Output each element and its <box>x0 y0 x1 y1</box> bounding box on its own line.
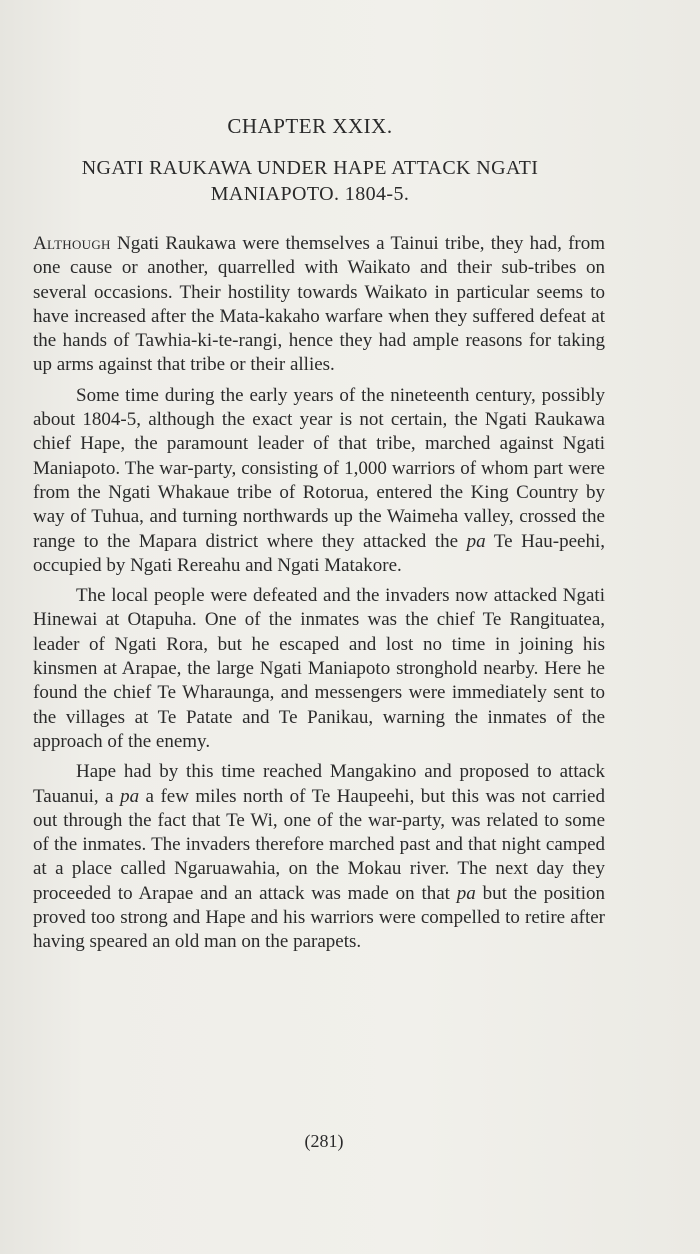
paragraph-2 <box>33 384 605 578</box>
page-number: (281) <box>304 1131 344 1151</box>
paragraph-2-text-a: Some time during the early years of the nineteenth century, possibly about 1804-5, although the exact year is not certain, the Ngati Raukawa chief Hape, the paramount leader of that tribe, marched against Ngati Maniapoto. The war-party, consisting of 1,000 warriors of whom part were from the Ngati Whakaue tribe of Rotorua, entered the King Country by way of Tuhua, and turning northwards up the Waimeha valley, crossed the range to the Mapara district where they attacked the <box>33 384 605 552</box>
italic-pa: pa <box>120 785 140 807</box>
lead-word: Although <box>33 233 111 254</box>
body-text <box>33 232 605 955</box>
paragraph-4-text-c: but the position proved too strong and Hape and his warriors were compelled to retire after having speared an old man on the parapets. <box>33 882 605 953</box>
paragraph-4 <box>33 760 605 954</box>
paragraph-3: The local people were defeated and the invaders now attacked Ngati Hinewai at Otapuha. One of the inmates was the chief Te Rangituatea, leader of Ngati Rora, but he escaped and lost no time in joining his kinsmen at Arapae, the large Ngati Maniapoto stronghold nearby. Here he found the chief Te Wharaunga, and messengers were immediately sent to the villages at Te Patate and Te Panikau, warning the inmates of the approach of the enemy. <box>33 585 605 752</box>
paragraph-1-text: Ngati Raukawa were themselves a Tainui tribe, they had, from one cause or another, quarrelled with Waikato and their sub-tribes on several occasions. Their hostility towards Waikato in particular seems to have increased after the Mata-kakaho warfare when they suffered defeat at the hands of Tawhia-ki-te-rangi, hence they had ample reasons for taking up arms against that tribe or their allies. <box>33 233 605 376</box>
paragraph-4-text-a: Hape had by this time reached Mangakino and proposed to attack Tauanui, a <box>33 761 605 807</box>
chapter-heading: CHAPTER XXIX. <box>227 114 393 138</box>
paragraph-2-text-b: Te Hau-peehi, occupied by Ngati Rereahu and Ngati Matakore. <box>33 530 606 576</box>
italic-pa: pa <box>466 530 486 552</box>
chapter-title: NGATI RAUKAWA UNDER HAPE ATTACK NGATI MANIAPOTO. 1804-5. <box>81 157 539 205</box>
paragraph-1 <box>33 232 605 378</box>
italic-pa: pa <box>456 882 476 904</box>
paragraph-4-text-b: a few miles north of Te Haupeehi, but this was not carried out through the fact that Te Wi, one of the war-party, was related to some of the inmates. The invaders therefore marched past and that night camped at a place called Ngaruawahia, on the Mokau river. The next day they proceeded to Arapae and an attack was made on that <box>33 785 605 904</box>
